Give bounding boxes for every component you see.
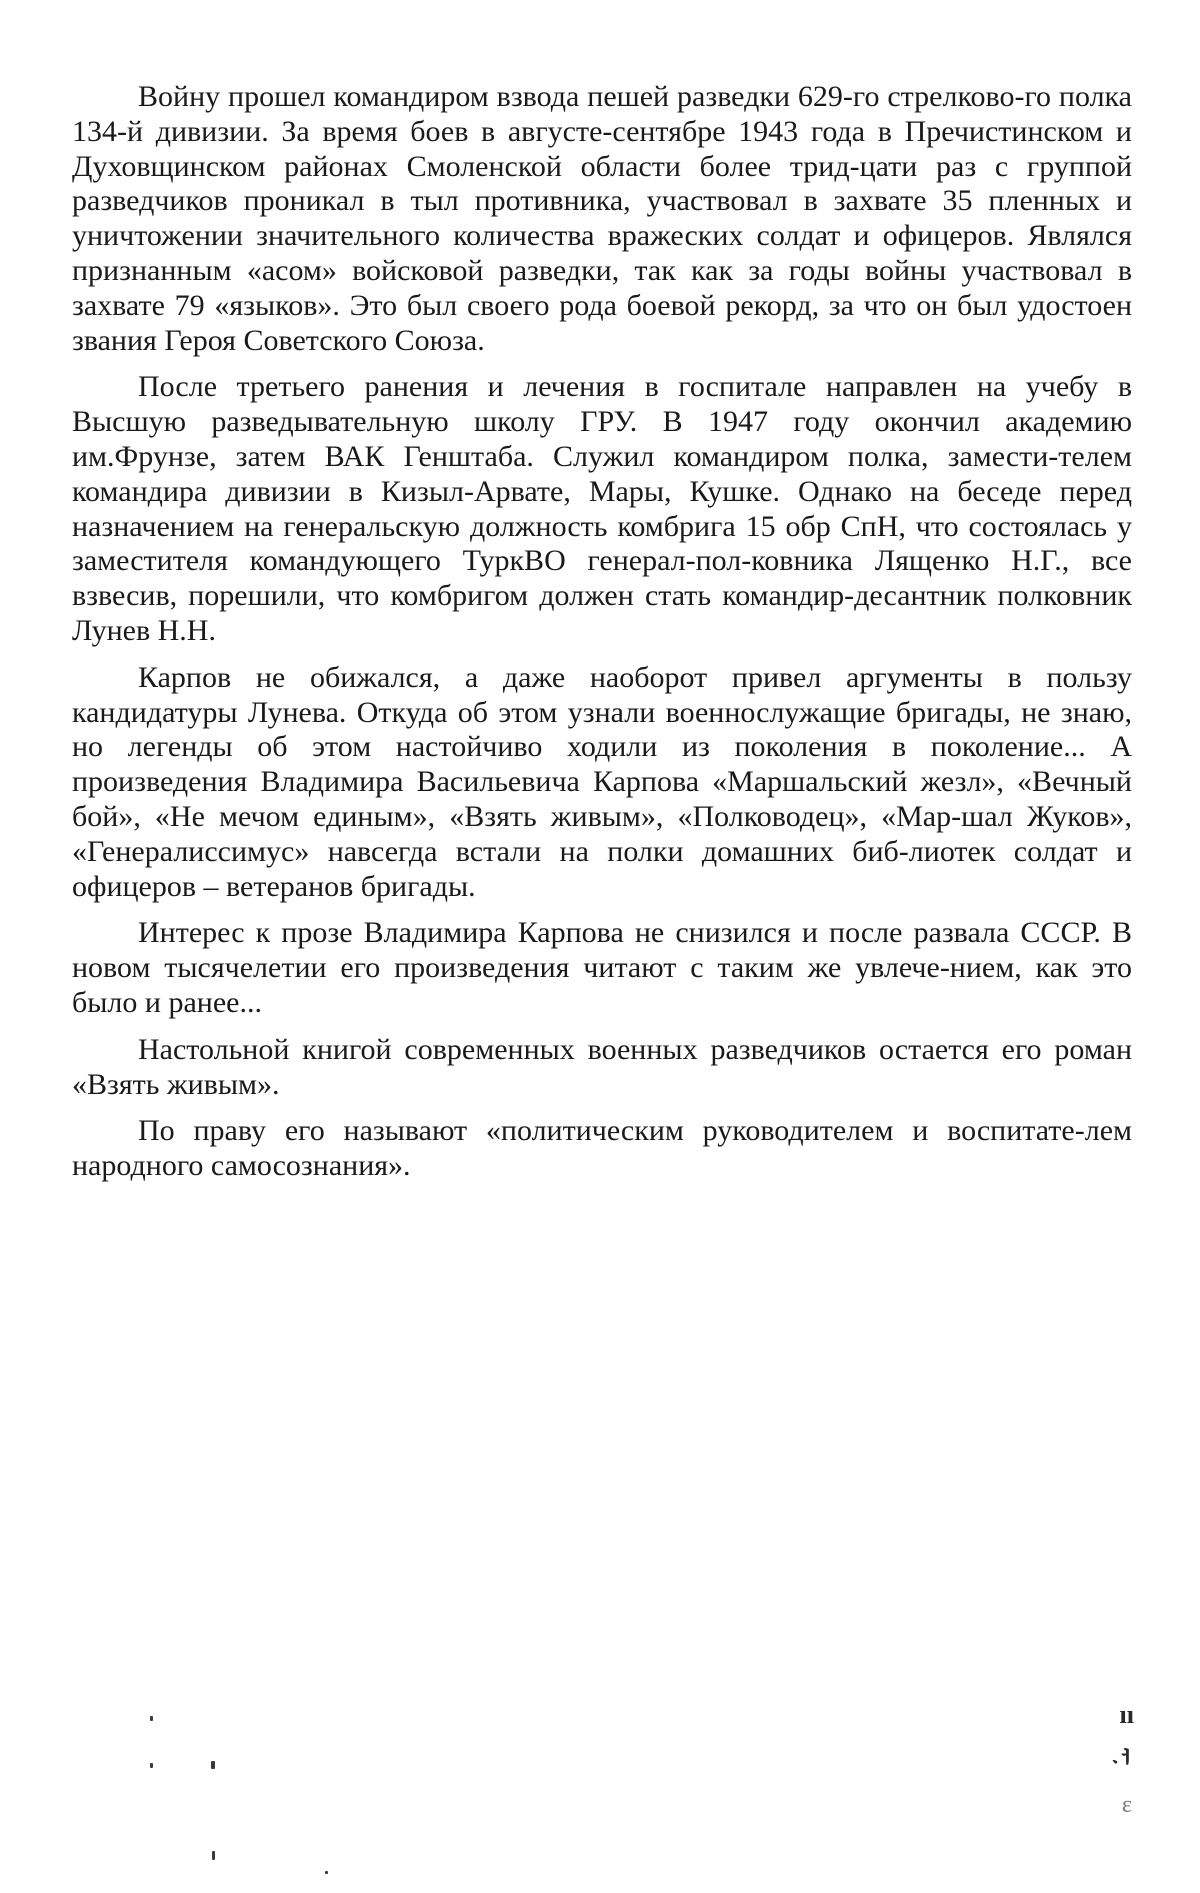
- scan-speck: [150, 1716, 153, 1721]
- scan-speck: [325, 1871, 328, 1874]
- scan-speck: [211, 1761, 215, 1769]
- scan-speck: [212, 1851, 215, 1860]
- margin-mark-top: ıı: [1119, 1700, 1134, 1729]
- scan-speck: [150, 1763, 153, 1768]
- margin-mark-bottom: ε: [1121, 1792, 1132, 1818]
- paragraph-4: Интерес к прозе Владимира Карпова не снизился и после развала СССР. В новом тысячелетии его произведения читают с таким же увлече-нием, как это было и ранее...: [72, 916, 1132, 1019]
- margin-mark-middle: ᆟ: [1106, 1748, 1132, 1777]
- paragraph-1: Войну прошел командиром взвода пешей разведки 629-го стрелково-го полка 134-й дивизии. За время боев в августе-сентябре 1943 года в Пречистинском и Духовщинском районах Смоленской области более трид-цати раз с группой разведчиков проникал в тыл противника, участвовал в захвате 35 пленных и уничтожении значительного количества вражеских солдат и офицеров. Являлся признанным «асом» войсковой разведки, так как за годы войны участвовал в захвате 79 «языков». Это был своего рода боевой рекорд, за что он был удостоен звания Героя Советского Союза.: [72, 80, 1132, 357]
- paragraph-6: По праву его называют «политическим руководителем и воспитате-лем народного самосознания».: [72, 1114, 1132, 1183]
- body-text: [72, 80, 1132, 1196]
- paragraph-3: Карпов не обижался, а даже наоборот привел аргументы в пользу кандидатуры Лунева. Откуда об этом узнали военнослужащие бригады, не знаю, но легенды об этом настойчиво ходили из поколения в поколение... А произведения Владимира Васильевича Карпова «Маршальский жезл», «Вечный бой», «Не мечом единым», «Взять живым», «Полководец», «Мар-шал Жуков», «Генералиссимус» навсегда встали на полки домашних биб-лиотек солдат и офицеров – ветеранов бригады.: [72, 660, 1132, 903]
- paragraph-5: Настольной книгой современных военных разведчиков остается его роман «Взять живым».: [72, 1032, 1132, 1101]
- paragraph-2: После третьего ранения и лечения в госпитале направлен на учебу в Высшую разведывательную школу ГРУ. В 1947 году окончил академию им.Фрунзе, затем ВАК Генштаба. Служил командиром полка, замести-телем командира дивизии в Кизыл-Арвате, Мары, Кушке. Однако на беседе перед назначением на генеральскую должность комбрига 15 обр СпН, что состоялась у заместителя командующего ТуркВО генерал-пол-ковника Лященко Н.Г., все взвесив, порешили, что комбригом должен стать командир-десантник полковник Лунев Н.Н.: [72, 370, 1132, 647]
